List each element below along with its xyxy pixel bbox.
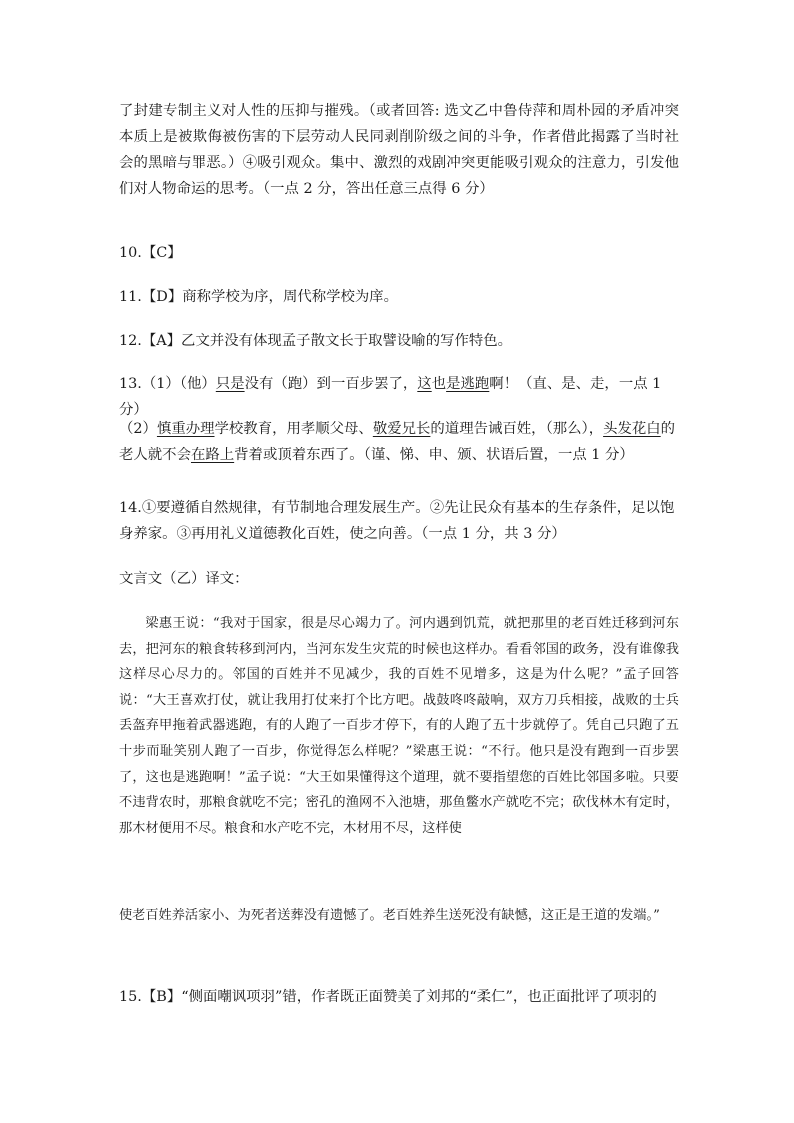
underlined-key-term: 是逃跑 [446,376,490,392]
translation-body: 梁惠王说：“我对于国家，很是尽心竭力了。河内遇到饥荒，就把那里的老百姓迁移到河东去，把河东的粮食转移到河内，当河东发生灾荒的时候也这样办。看看邻国的政务，没有谁像我这样尽心尽力的。邻国的百姓并不见减少，我的百姓不见增多，这是为什么呢？”孟子回答说：“大王喜欢打仗，就让我用打仗来打个比方吧。战鼓咚咚敲响，双方刀兵相接，战败的士兵丢盔弃甲拖着武器逃跑，有的人跑了一百步才停下，有的人跑了五十步就停了。凭自己只跑了五十步而耻笑别人跑了一百步，你觉得怎么样呢？”梁惠王说：“不行。他只是没有跑到一百步罢了，这也是逃跑啊！”孟子说：“大王如果懂得这个道理，就不要指望您的百姓比邻国多啦。只要不违背农时，那粮食就吃不完；密孔的渔网不入池塘，那鱼鳖水产就吃不完；砍伐林木有定时，那木材便用不尽。粮食和水产吃不完，木材用不尽，这样使 [119,616,679,836]
translation-title: 文言文（乙）译文： [119,571,249,587]
answer-13-part-2: （2）慎重办理学校教育，用孝顺父母、敬爱兄长的道理告诫百姓，（那么），头发花白的老人就不会在路上背着或顶着东西了。（谨、悌、申、颁、状语后置，一点 1 分） [119,421,676,463]
document-page: 了封建专制主义对人性的压抑与摧残。（或者回答: 选文乙中鲁侍萍和周朴园的矛盾冲突本质上是被欺侮被伤害的下层劳动人民同剥削阶级之间的斗争，作者借此揭露了当时社会的黑暗与罪恶。）④吸引观众。集中、激烈的戏剧冲突更能吸引观众的注意力，引发他们对人物命运的思考。（一点 2 分，答出任意三点得 6 分） 10.【C】 11.【D】商称学校为序，周代称学校为庠。 12.【A】乙文并没有体现孟子散文长于取譬设喻的写作特色。 13.（1）（他）只是没有（跑）到一百步罢了，这也是逃跑啊！（直、是、走，一点 1 分） （2）慎重办理学校教育，用孝顺父母、敬爱兄长的道理告诫百姓，（那么），头发花白的老人就不会在路上背着或顶着东西了。（谨、悌、申、颁、状语后置，一点 1 分） 14.①要遵循自然规律，有节制地合理发展生产。②先让民众有基本的生存条件，足以饱身养家。③再用礼义道德教化百姓，使之向善。（一点 1 分，共 3 分） 文言文（乙）译文： 梁惠王说：“我对于国家，很是尽心竭力了。河内遇到饥荒，就把那里的老百姓迁移到河东去，把河东的粮食转移到河内，当河东发生灾荒的时候也这样办。看看邻国的政务，没有谁像我这样尽心尽力的。邻国的百姓并不见减少，我的百姓不见增多，这是为什么呢？”孟子回答说：“大王喜欢打仗，就让我用打仗来打个比方吧。战鼓咚咚敲响，双方刀兵相接，战败的士兵丢盔弃甲拖着武器逃跑，有的人跑了一百步才停下，有的人跑了五十步就停了。凭自己只跑了五十步而耻笑别人跑了一百步，你觉得怎么样呢？”梁惠王说：“不行。他只是没有跑到一百步罢了，这也是逃跑啊！”孟子说：“大王如果懂得这个道理，就不要指望您的百姓比邻国多啦。只要不违背农时，那粮食就吃不完；密孔的渔网不入池塘，那鱼鳖水产就吃不完；砍伐林木有定时，那木材便用不尽。粮食和水产吃不完，木材用不尽，这样使 使老百姓养活家小、为死者送葬没有遗憾了。老百姓养生送死没有缺憾，这正是王道的发端。” 15.【B】“侧面嘲讽项羽”错，作者既正面赞美了刘邦的“柔仁”，也正面批评了项羽的 [0,0,794,1123]
underlined-key-term: 头发花白 [603,421,661,437]
answer-12: 12.【A】乙文并没有体现孟子散文长于取譬设喻的写作特色。 [119,333,513,349]
underlined-key-term: 只是 [215,376,245,392]
answer-9-continuation: 了封建专制主义对人性的压抑与摧残。（或者回答: 选文乙中鲁侍萍和周朴园的矛盾冲突本质上是被欺侮被伤害的下层劳动人民同剥削阶级之间的斗争，作者借此揭露了当时社会的黑暗与罪恶。）④吸引观众。集中、激烈的戏剧冲突更能吸引观众的注意力，引发他们对人物命运的思考。（一点 2 分，答出任意三点得 6 分） [119,103,679,197]
answer-14: 14.①要遵循自然规律，有节制地合理发展生产。②先让民众有基本的生存条件，足以饱身养家。③再用礼义道德教化百姓，使之向善。（一点 1 分，共 3 分） [119,500,675,542]
underlined-key-term: 在路上 [190,447,235,463]
underlined-key-term: 敬爱兄长 [372,421,431,437]
answer-11: 11.【D】商称学校为序，周代称学校为庠。 [119,289,399,305]
answer-13-part-1: 13.（1）（他）只是没有（跑）到一百步罢了，这也是逃跑啊！（直、是、走，一点 1 分） [119,376,662,418]
answer-15: 15.【B】“侧面嘲讽项羽”错，作者既正面赞美了刘邦的“柔仁”，也正面批评了项羽的 [119,989,657,1005]
answer-10: 10.【C】 [119,245,182,261]
underlined-key-term: 这 [417,376,432,392]
underlined-key-term: 慎重办理 [156,421,215,437]
